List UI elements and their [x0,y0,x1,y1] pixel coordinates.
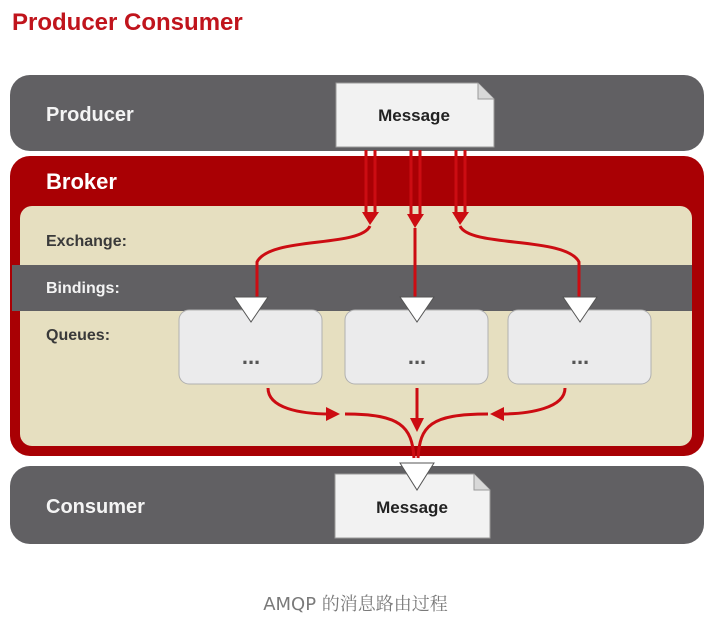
queue-content-2: ... [407,344,427,369]
queues-label: Queues: [46,327,111,344]
bindings-label: Bindings: [46,280,120,297]
queue-content-3: ... [570,344,590,369]
producer-message-label: Message [378,106,450,125]
producer-label: Producer [46,104,134,126]
broker-label: Broker [46,169,117,194]
consumer-message-label: Message [376,498,448,517]
producer-message-doc [336,83,494,147]
diagram-title: Producer Consumer [12,9,243,36]
exchange-label: Exchange: [46,233,127,250]
diagram-caption: AMQP 的消息路由过程 [263,594,448,615]
queue-content-1: ... [241,344,261,369]
consumer-label: Consumer [46,496,145,518]
